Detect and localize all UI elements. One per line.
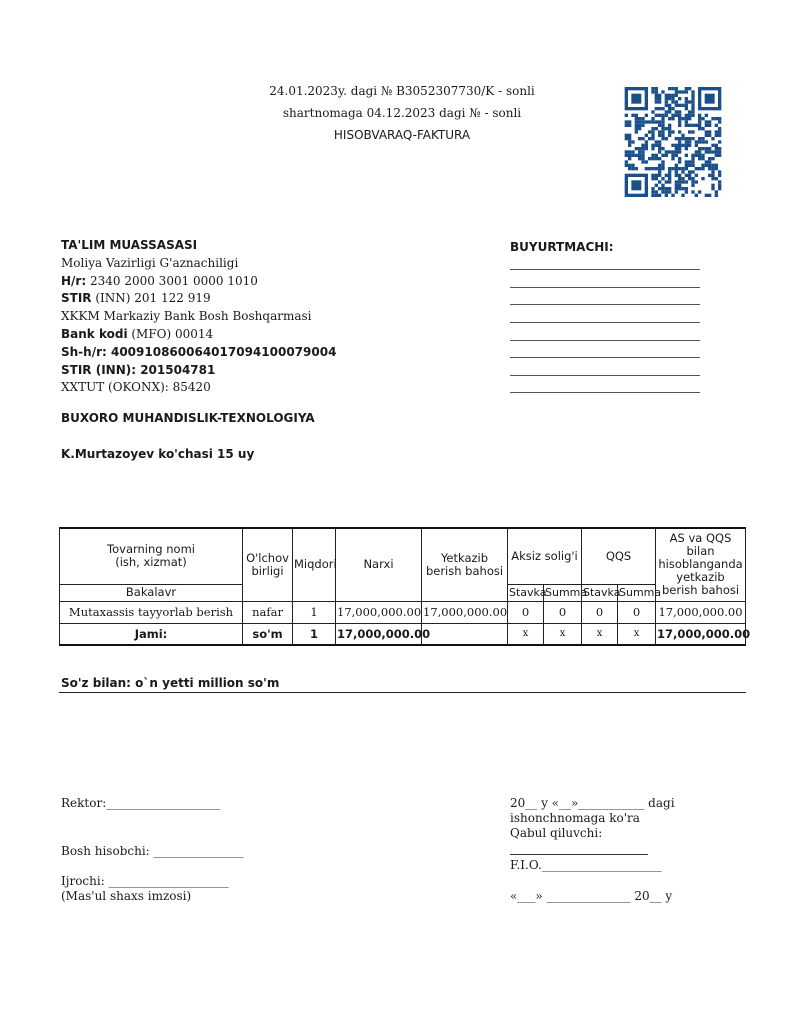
col-header-name-text: Tovarning nomi (ish, xizmat) [107, 542, 195, 570]
col-header-total: AS va QQS bilan hisoblanganda yetkazib berish bahosi [656, 528, 746, 601]
customer-line [510, 304, 700, 305]
totals-total: 17,000,000.00 [656, 623, 746, 645]
chief-accountant-signature: Bosh hisobchi: _______________ [61, 844, 244, 858]
supplier-stir [61, 290, 336, 308]
item-vat-rate: 0 [582, 601, 618, 623]
item-qty: 1 [293, 601, 336, 623]
items-table [59, 527, 751, 646]
table-row [60, 601, 746, 623]
col-header-delivery: Yetkazib berish bahosi [422, 528, 508, 601]
customer-line [510, 357, 700, 358]
receiver-signature-line [510, 854, 648, 855]
item-excise-sum: 0 [544, 601, 582, 623]
customer-line [510, 375, 700, 376]
amount-in-words: So'z bilan: o`n yetti million so'm [61, 676, 280, 690]
col-header-vat-rate: Stavka [583, 586, 621, 599]
supplier-block [61, 237, 336, 397]
document-title: HISOBVARAQ-FAKTURA [333, 128, 471, 142]
supplier-okonx: XXTUT (OKONX): 85420 [61, 380, 211, 395]
qr-code-icon [624, 87, 722, 197]
col-header-excise-rate: Stavka [509, 586, 547, 599]
totals-row [60, 623, 746, 645]
supplier-treasury: Moliya Vazirligi G'aznachiligi [61, 255, 239, 270]
receiver-fio: F.I.O.____________________ [510, 858, 662, 872]
totals-excise-rate: x [508, 623, 544, 645]
hr-value: 2340 2000 3001 0000 1010 [86, 273, 258, 288]
stir-label: STIR [61, 291, 92, 306]
item-delivery: 17,000,000.00 [422, 601, 508, 623]
receiver-date: «___» ______________ 20__ y [510, 889, 673, 903]
col-header-name [60, 528, 243, 584]
stir-value: (INN) 201 122 919 [91, 291, 211, 306]
executor-signature: Ijrochi: ____________________ [61, 874, 229, 888]
supplier-heading: TA'LIM MUASSASASI [61, 238, 198, 252]
executor-note: (Mas'ul shaxs imzosi) [61, 889, 192, 903]
power-of-attorney-line: 20__ y «__»___________ dagi [510, 796, 675, 810]
totals-delivery-empty [422, 623, 508, 645]
receiver-label: Qabul qiluvchi: [510, 826, 603, 840]
col-header-qty: Miqdori [293, 528, 336, 601]
supplier-hr [61, 273, 336, 291]
rektor-signature: Rektor:___________________ [61, 796, 221, 810]
supplier-bank-code [61, 326, 336, 344]
col-header-price: Narxi [336, 528, 422, 601]
totals-excise-sum: x [544, 623, 582, 645]
col-header-unit: O'lchov birligi [243, 528, 293, 601]
supplier-stir-inn: STIR (INN): 201504781 [61, 362, 216, 377]
col-header-excise-sum: Summa [545, 586, 588, 599]
organization-address: K.Murtazoyev ko'chasi 15 uy [61, 447, 255, 461]
totals-unit: so'm [243, 623, 293, 645]
totals-vat-sum: x [618, 623, 656, 645]
totals-label: Jami: [60, 623, 243, 645]
item-total: 17,000,000.00 [656, 601, 746, 623]
totals-qty: 1 [293, 623, 336, 645]
item-excise-rate: 0 [508, 601, 544, 623]
customer-line [510, 340, 700, 341]
supplier-sh-hr: Sh-h/r: 400910860064017094100079004 [61, 344, 337, 359]
category-label: Bakalavr [60, 584, 243, 601]
power-of-attorney-text: ishonchnomaga ko'ra [510, 811, 640, 825]
customer-line [510, 392, 700, 393]
customer-heading: BUYURTMACHI: [510, 240, 614, 254]
item-name: Mutaxassis tayyorlab berish [60, 601, 243, 623]
organization-name: BUXORO MUHANDISLIK-TEXNOLOGIYA [61, 411, 315, 425]
customer-line [510, 322, 700, 323]
supplier-bank: XKKM Markaziy Bank Bosh Boshqarmasi [61, 309, 312, 324]
bank-code-value: (MFO) 00014 [127, 326, 214, 341]
col-header-vat-sum: Summa [619, 586, 662, 599]
header-line-2: shartnomaga 04.12.2023 dagi № - sonli [282, 106, 522, 120]
item-unit: nafar [243, 601, 293, 623]
totals-price: 17,000,000.00 [336, 623, 422, 645]
customer-line [510, 287, 700, 288]
customer-line [510, 269, 700, 270]
totals-vat-rate: x [582, 623, 618, 645]
hr-label: H/r: [61, 273, 87, 288]
bank-code-label: Bank kodi [61, 326, 128, 341]
words-underline [59, 692, 746, 693]
col-header-excise: Aksiz solig'i [508, 528, 582, 584]
item-price: 17,000,000.00 [336, 601, 422, 623]
col-header-vat: QQS [582, 528, 656, 584]
header-line-1: 24.01.2023y. dagi № B3052307730/K - sonli [269, 84, 535, 98]
item-vat-sum: 0 [618, 601, 656, 623]
